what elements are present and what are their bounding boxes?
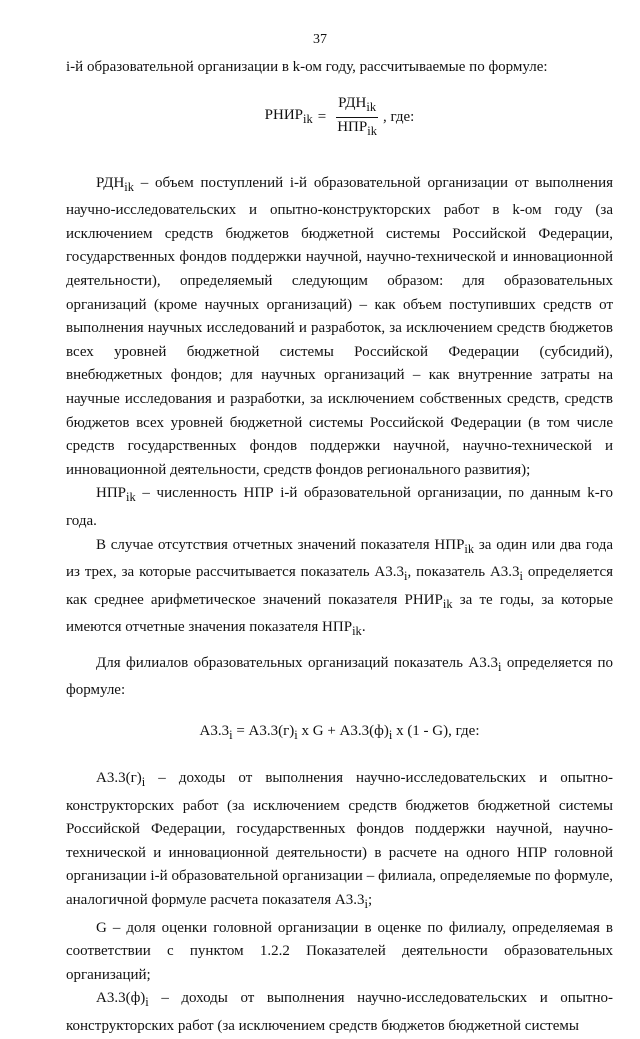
- definition-g: G – доля оценки головной организации в оценке по филиалу, определяемая в соответствии с пунктом 1.2.2 Показателей деятельности образовательных организаций;: [66, 919, 613, 983]
- page-number: 37: [313, 32, 327, 47]
- definition-a33f: $А3.3(ф)_i$ – доходы от выполнения научно-исследовательских и опытно-конструкторских работ (за исключением средств бюджетов бюджетной системы: [66, 990, 613, 1034]
- formula-rnir: [66, 86, 613, 150]
- missing-values-paragraph: В случае отсутствия отчетных значений показателя $НПР_{ik}$ за один или два года из трех, за которые рассчитывается показатель $А3.3_i$, показатель $А3.3_i$ определяется как среднее арифметическое значений показателя $РНИР_{ik}$ за те годы, за которые имеются отчетные значения показателя $НПР_{ik}$.: [66, 536, 614, 639]
- page-content: [66, 56, 613, 1039]
- intro-line: i-й образовательной организации в k-ом году, рассчитываемые по формуле:: [66, 59, 548, 75]
- definition-a33g: $А3.3(г)_i$ – доходы от выполнения научно-исследовательских и опытно-конструкторских работ (за исключением средств бюджетов бюджетной системы Российской Федерации, государственных фондов поддержки научной, научно-технической и инновационной деятельности) в расчете на одного НПР головной организации i-й образовательной организации – филиала, определяемые по формуле, аналогичной формуле расчета показателя $А3.3_i$;: [66, 770, 613, 912]
- formula-a33: $А3.3_i = А3.3(г)_i$ х $G + А3.3(ф)_i$ х (1 - G), где:: [199, 723, 480, 743]
- formula-denominator: $НПР_{ik}$: [337, 119, 377, 139]
- formula-suffix: , где:: [382, 108, 415, 125]
- formula-numerator: $РДН_{ik}$: [336, 94, 378, 118]
- definition-npr: $НПР_{ik}$ – численность НПР i-й образовательной организации, по данным k-го года.: [66, 485, 613, 529]
- formula-lhs: $РНИР_{ik}$: [264, 106, 313, 126]
- branch-paragraph: Для филиалов образовательных организаций показатель $А3.3_i$ определяется по формуле:: [66, 654, 613, 699]
- formula-fraction: [335, 94, 379, 141]
- formula-equals: =: [317, 108, 327, 125]
- definition-rdn: $РДН_{ik}$ – объем поступлений i-й образовательной организации от выполнения научно-исследовательских и опытно-конструкторских работ в k-ом году (за исключением средств бюджетов бюджетной системы Российской Федерации, государственных фондов поддержки научной, научно-технической и инновационной деятельности), определяемый следующим образом: для образовательных организаций (кроме научных организаций) – как объем поступивших средств от выполнения научных исследований и разработок, за исключением средств бюджетов всех уровней бюджетной системы Российской Федерации (субсидий), внебюджетных фондов; для научных организаций – как внутренние затраты на научные исследования и разработки, за исключением собственных средств, средств бюджетов всех уровней бюджетной системы Российской Федерации (в том числе средств государственных фондов поддержки научной, научно-технической и инновационной деятельности, средств фондов регионального развития);: [66, 174, 613, 478]
